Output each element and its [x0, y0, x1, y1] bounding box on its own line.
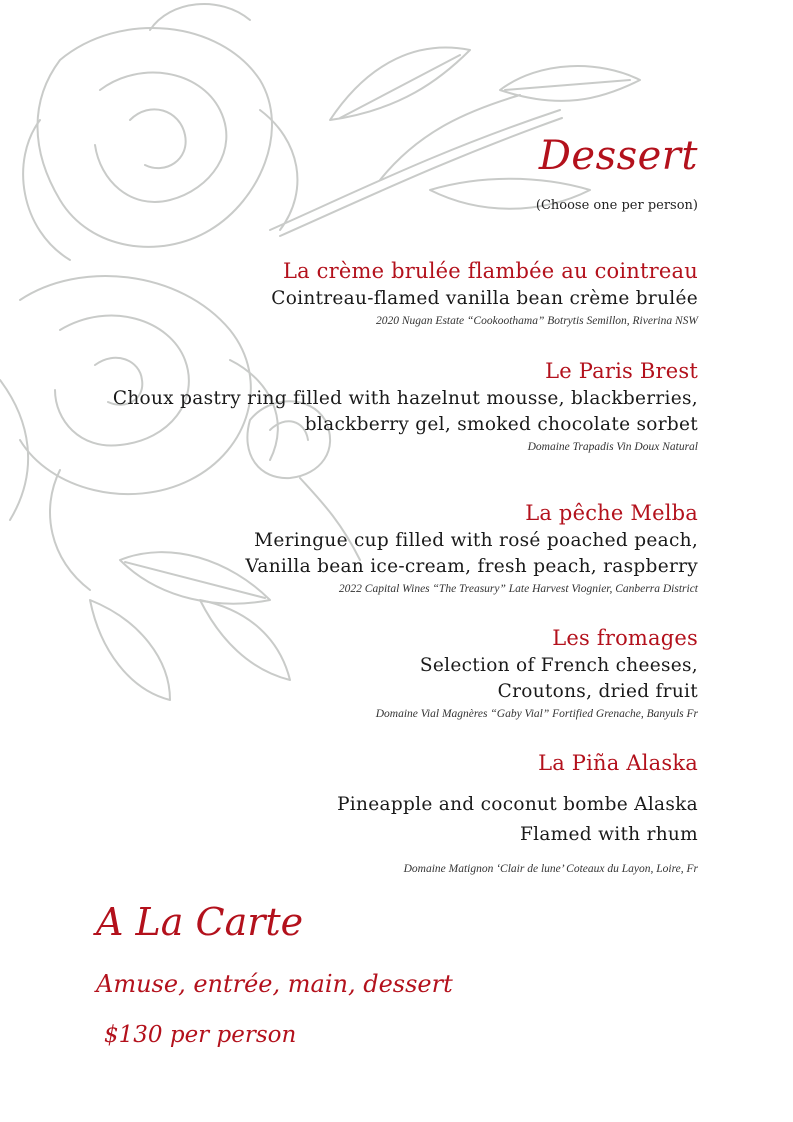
course-name: La pêche Melba — [525, 501, 698, 525]
course-description: Choux pastry ring filled with hazelnut mousse, blackberries, — [112, 388, 698, 409]
dessert-title: Dessert — [538, 133, 698, 179]
course-item — [337, 748, 698, 878]
a-la-carte-subtitle: Amuse, entrée, main, dessert — [96, 970, 453, 998]
course-description: Croutons, dried fruit — [497, 681, 698, 702]
course-item — [113, 356, 698, 456]
wine-pairing: 2020 Nugan Estate “Cookoothama” Botrytis Semillon, Riverina NSW — [376, 315, 698, 327]
wine-pairing: Domaine Vial Magnères “Gaby Vial” Fortified Grenache, Banyuls Fr — [375, 708, 698, 720]
course-name: Les fromages — [552, 626, 698, 650]
choose-note: (Choose one per person) — [535, 198, 698, 213]
course-item — [376, 623, 698, 723]
course-description: Cointreau-flamed vanilla bean crème brulée — [271, 288, 698, 309]
a-la-carte-price: $130 per person — [104, 1022, 297, 1048]
course-item — [245, 498, 698, 598]
course-description: Pineapple and coconut bombe Alaska — [337, 794, 698, 815]
a-la-carte-title: A La Carte — [96, 900, 304, 944]
course-description: Vanilla bean ice-cream, fresh peach, raspberry — [245, 556, 698, 577]
wine-pairing: Domaine Matignon ‘Clair de lune’ Coteaux du Layon, Loire, Fr — [403, 863, 698, 875]
course-description: Flamed with rhum — [520, 824, 698, 845]
course-name: La Piña Alaska — [538, 751, 698, 775]
course-name: Le Paris Brest — [545, 359, 698, 383]
course-description: blackberry gel, smoked chocolate sorbet — [304, 414, 698, 435]
course-item — [271, 256, 698, 330]
wine-pairing: Domaine Trapadis Vin Doux Natural — [527, 441, 698, 453]
course-description: Meringue cup filled with rosé poached peach, — [254, 530, 698, 551]
wine-pairing: 2022 Capital Wines “The Treasury” Late Harvest Viognier, Canberra District — [338, 583, 698, 595]
course-description: Selection of French cheeses, — [419, 655, 698, 676]
course-name: La crème brulée flambée au cointreau — [282, 259, 698, 283]
